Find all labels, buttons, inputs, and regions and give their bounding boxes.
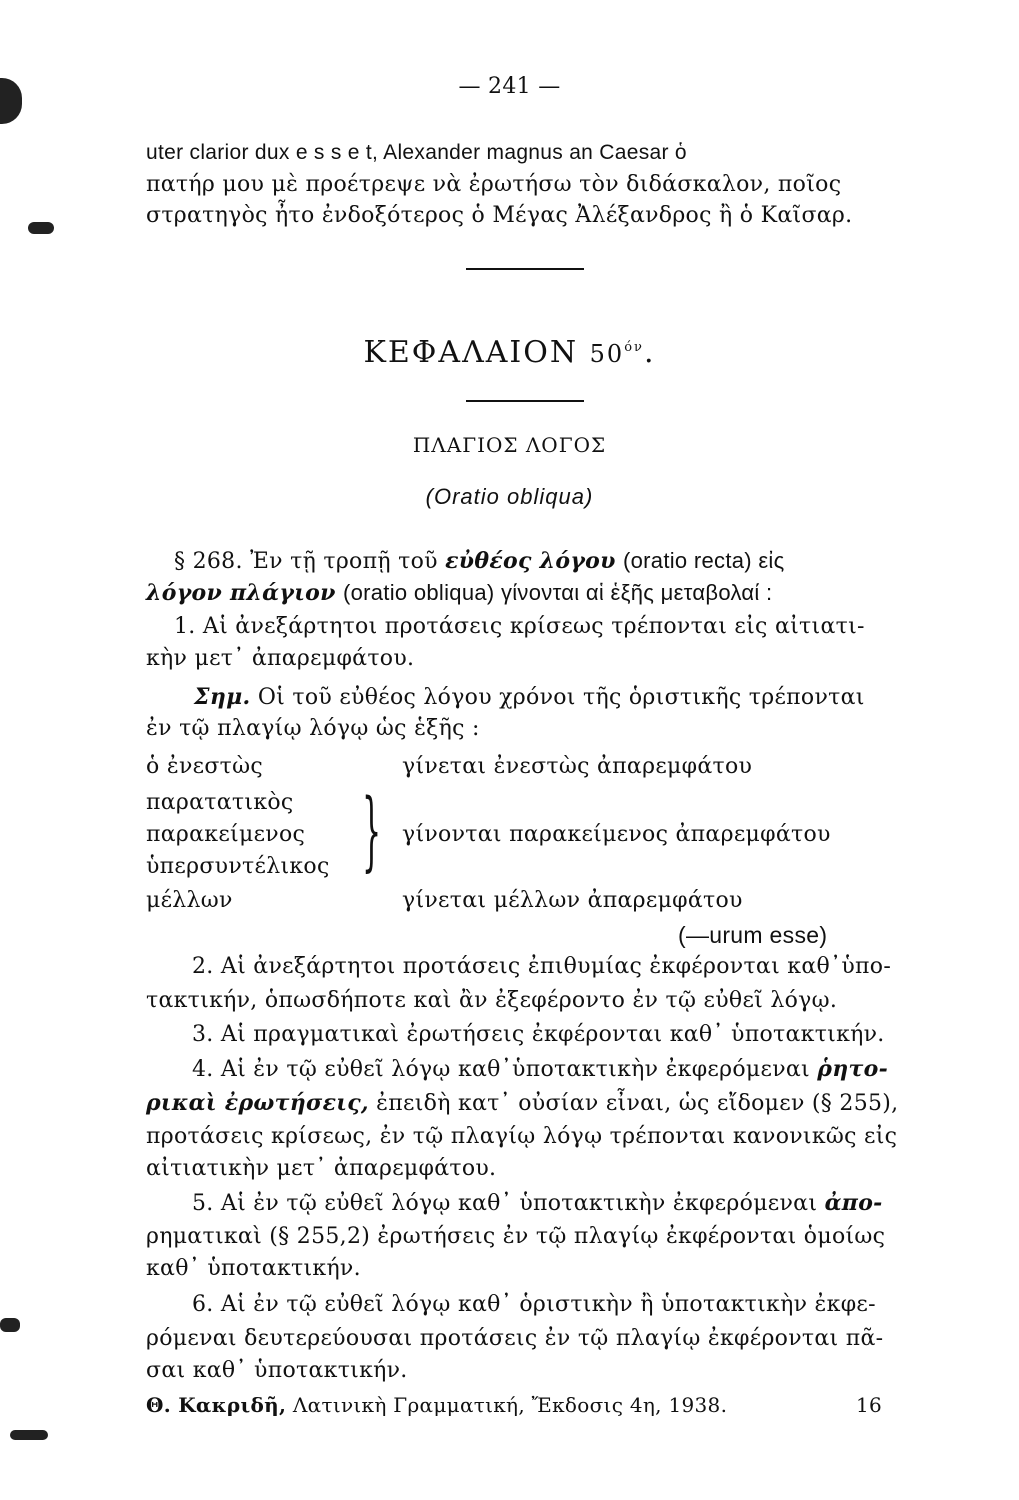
note-line-2: ἐν τῷ πλαγίῳ λόγῳ ὡς ἑξῆς : bbox=[146, 716, 480, 741]
tense-row-3-name: παρακείμενος bbox=[146, 822, 306, 847]
section-268-line-1 bbox=[174, 548, 785, 575]
scan-mark-left-1 bbox=[28, 222, 54, 234]
rule-5-line-2: ρηματικαὶ (§ 255,2) ἐρωτήσεις ἐν τῷ πλαγίῳ ἐκφέρονται ὁμοίως bbox=[146, 1224, 886, 1249]
divider-bottom bbox=[466, 400, 584, 402]
rule-4-line-3: προτάσεις κρίσεως, ἐν τῷ πλαγίῳ λόγῳ τρέπονται κανονικῶς εἰς bbox=[146, 1124, 898, 1149]
scan-mark-left-3 bbox=[10, 1430, 48, 1440]
rule-5-line-3: καθ᾽ ὑποτακτικήν. bbox=[146, 1256, 361, 1281]
rule-4-line-1 bbox=[192, 1056, 888, 1083]
rule-1-line-1: 1. Αἱ ἀνεξάρτητοι προτάσεις κρίσεως τρέπονται εἰς αἰτιατι- bbox=[174, 614, 865, 639]
rule-6-line-1: 6. Αἱ ἐν τῷ εὐθεῖ λόγῳ καθ᾽ ὁριστικὴν ἢ ὑποτακτικὴν ἐκφε- bbox=[192, 1292, 876, 1317]
term-oratio-obliqua: λόγον πλάγιον bbox=[146, 580, 336, 606]
rule-5-line-1 bbox=[192, 1190, 883, 1217]
rule-4-text-b: ἐπειδὴ κατ᾽ οὐσίαν εἶναι, ὡς εἴδομεν (§ 255), bbox=[376, 1091, 899, 1116]
term-aporetic: ἀπο- bbox=[824, 1190, 883, 1216]
note-text: Οἱ τοῦ εὐθέος λόγου χρόνοι τῆς ὁριστικῆς τρέπονται bbox=[257, 685, 865, 710]
rule-6-line-2: ρόμεναι δευτερεύουσαι προτάσεις ἐν τῷ πλαγίῳ ἐκφέρονται πᾶ- bbox=[146, 1326, 884, 1351]
tense-row-1-result: γίνεται ἐνεστὼς ἀπαρεμφάτου bbox=[402, 754, 753, 779]
tense-row-5-name: μέλλων bbox=[146, 888, 233, 913]
section-268-line-2 bbox=[146, 580, 772, 607]
tense-row-4-name: ὑπερσυντέλικος bbox=[146, 854, 330, 879]
chapter-latin-subtitle: (Oratio obliqua) bbox=[425, 484, 594, 509]
note-line-1 bbox=[194, 684, 865, 711]
term-rhetorical-a: ῥητο- bbox=[817, 1056, 888, 1082]
section-268-changes: (oratio obliqua) γίνονται αἱ ἑξῆς μεταβολαί : bbox=[342, 580, 773, 605]
divider-top bbox=[466, 268, 584, 270]
tense-latin-note: (—urum esse) bbox=[678, 922, 828, 948]
tense-row-2-name: παρατατικὸς bbox=[146, 790, 294, 815]
term-rhetorical-b: ρικαὶ ἐρωτήσεις, bbox=[146, 1090, 369, 1116]
chapter-subtitle: ΠΛΑΓΙΟΣ ΛΟΓΟΣ bbox=[412, 433, 607, 457]
intro-line-3: στρατηγὸς ἦτο ἐνδοξότερος ὁ Μέγας Ἀλέξανδρος ἢ ὁ Καῖσαρ. bbox=[146, 203, 853, 228]
footer-author: Θ. Κακριδῆ, bbox=[146, 1393, 287, 1417]
intro-line-2: πατήρ μου μὲ προέτρεψε νὰ ἐρωτήσω τὸν διδάσκαλον, ποῖος bbox=[146, 172, 842, 197]
term-oratio-recta: εὐθέος λόγου bbox=[445, 548, 616, 574]
scan-mark-left-2 bbox=[0, 1318, 20, 1332]
rule-2-line-1: 2. Αἱ ἀνεξάρτητοι προτάσεις ἐπιθυμίας ἐκφέρονται καθ᾽ὑπο- bbox=[192, 954, 892, 979]
latin-oratio-recta: (oratio recta) εἰς bbox=[623, 548, 785, 573]
curly-brace-icon: } bbox=[362, 781, 382, 881]
chapter-number: 50 bbox=[589, 340, 625, 368]
rule-1-line-2: κὴν μετ᾽ ἀπαρεμφάτου. bbox=[146, 646, 415, 671]
tense-row-1-name: ὁ ἐνεστὼς bbox=[146, 754, 263, 779]
note-label: Σημ. bbox=[194, 684, 251, 710]
chapter-heading: ΚΕΦΑΛΑΙΟΝ $50^{ό\nu}$. bbox=[363, 335, 656, 370]
rule-2-line-2: τακτικήν, ὁπωσδήποτε καὶ ἂν ἐξεφέροντο ἐν τῷ εὐθεῖ λόγῳ. bbox=[146, 988, 838, 1013]
page-number: — 241 — bbox=[458, 74, 561, 99]
footer-sheet-number: 16 bbox=[856, 1393, 883, 1417]
footer-citation bbox=[146, 1392, 727, 1418]
tense-row-5-result: γίνεται μέλλων ἀπαρεμφάτου bbox=[402, 888, 743, 913]
rule-4-text-a: 4. Αἱ ἐν τῷ εὐθεῖ λόγῳ καθ᾽ὑποτακτικὴν ἐκφερόμεναι bbox=[192, 1057, 810, 1082]
rule-6-line-3: σαι καθ᾽ ὑποτακτικήν. bbox=[146, 1358, 408, 1383]
rule-4-line-2 bbox=[146, 1090, 898, 1117]
tense-row-3-result: γίνονται παρακείμενος ἀπαρεμφάτου bbox=[402, 822, 831, 847]
intro-line-latin: uter clarior dux e s s e t, Alexander magnus an Caesar ὁ bbox=[146, 141, 687, 164]
rule-5-text-a: 5. Αἱ ἐν τῷ εὐθεῖ λόγῳ καθ᾽ ὑποτακτικὴν ἐκφερόμεναι bbox=[192, 1191, 818, 1216]
chapter-number-suffix: όν bbox=[624, 340, 644, 355]
footer-book: Λατινικὴ Γραμματική, Ἔκδοσις 4η, 1938. bbox=[292, 1393, 728, 1417]
section-268-intro: § 268. Ἐν τῇ τροπῇ τοῦ bbox=[174, 549, 438, 574]
rule-3: 3. Αἱ πραγματικαὶ ἐρωτήσεις ἐκφέρονται καθ᾽ ὑποτακτικήν. bbox=[192, 1022, 885, 1047]
rule-4-line-4: αἰτιατικὴν μετ᾽ ἀπαρεμφάτου. bbox=[146, 1156, 497, 1181]
chapter-title: ΚΕΦΑΛΑΙΟΝ bbox=[363, 335, 579, 370]
